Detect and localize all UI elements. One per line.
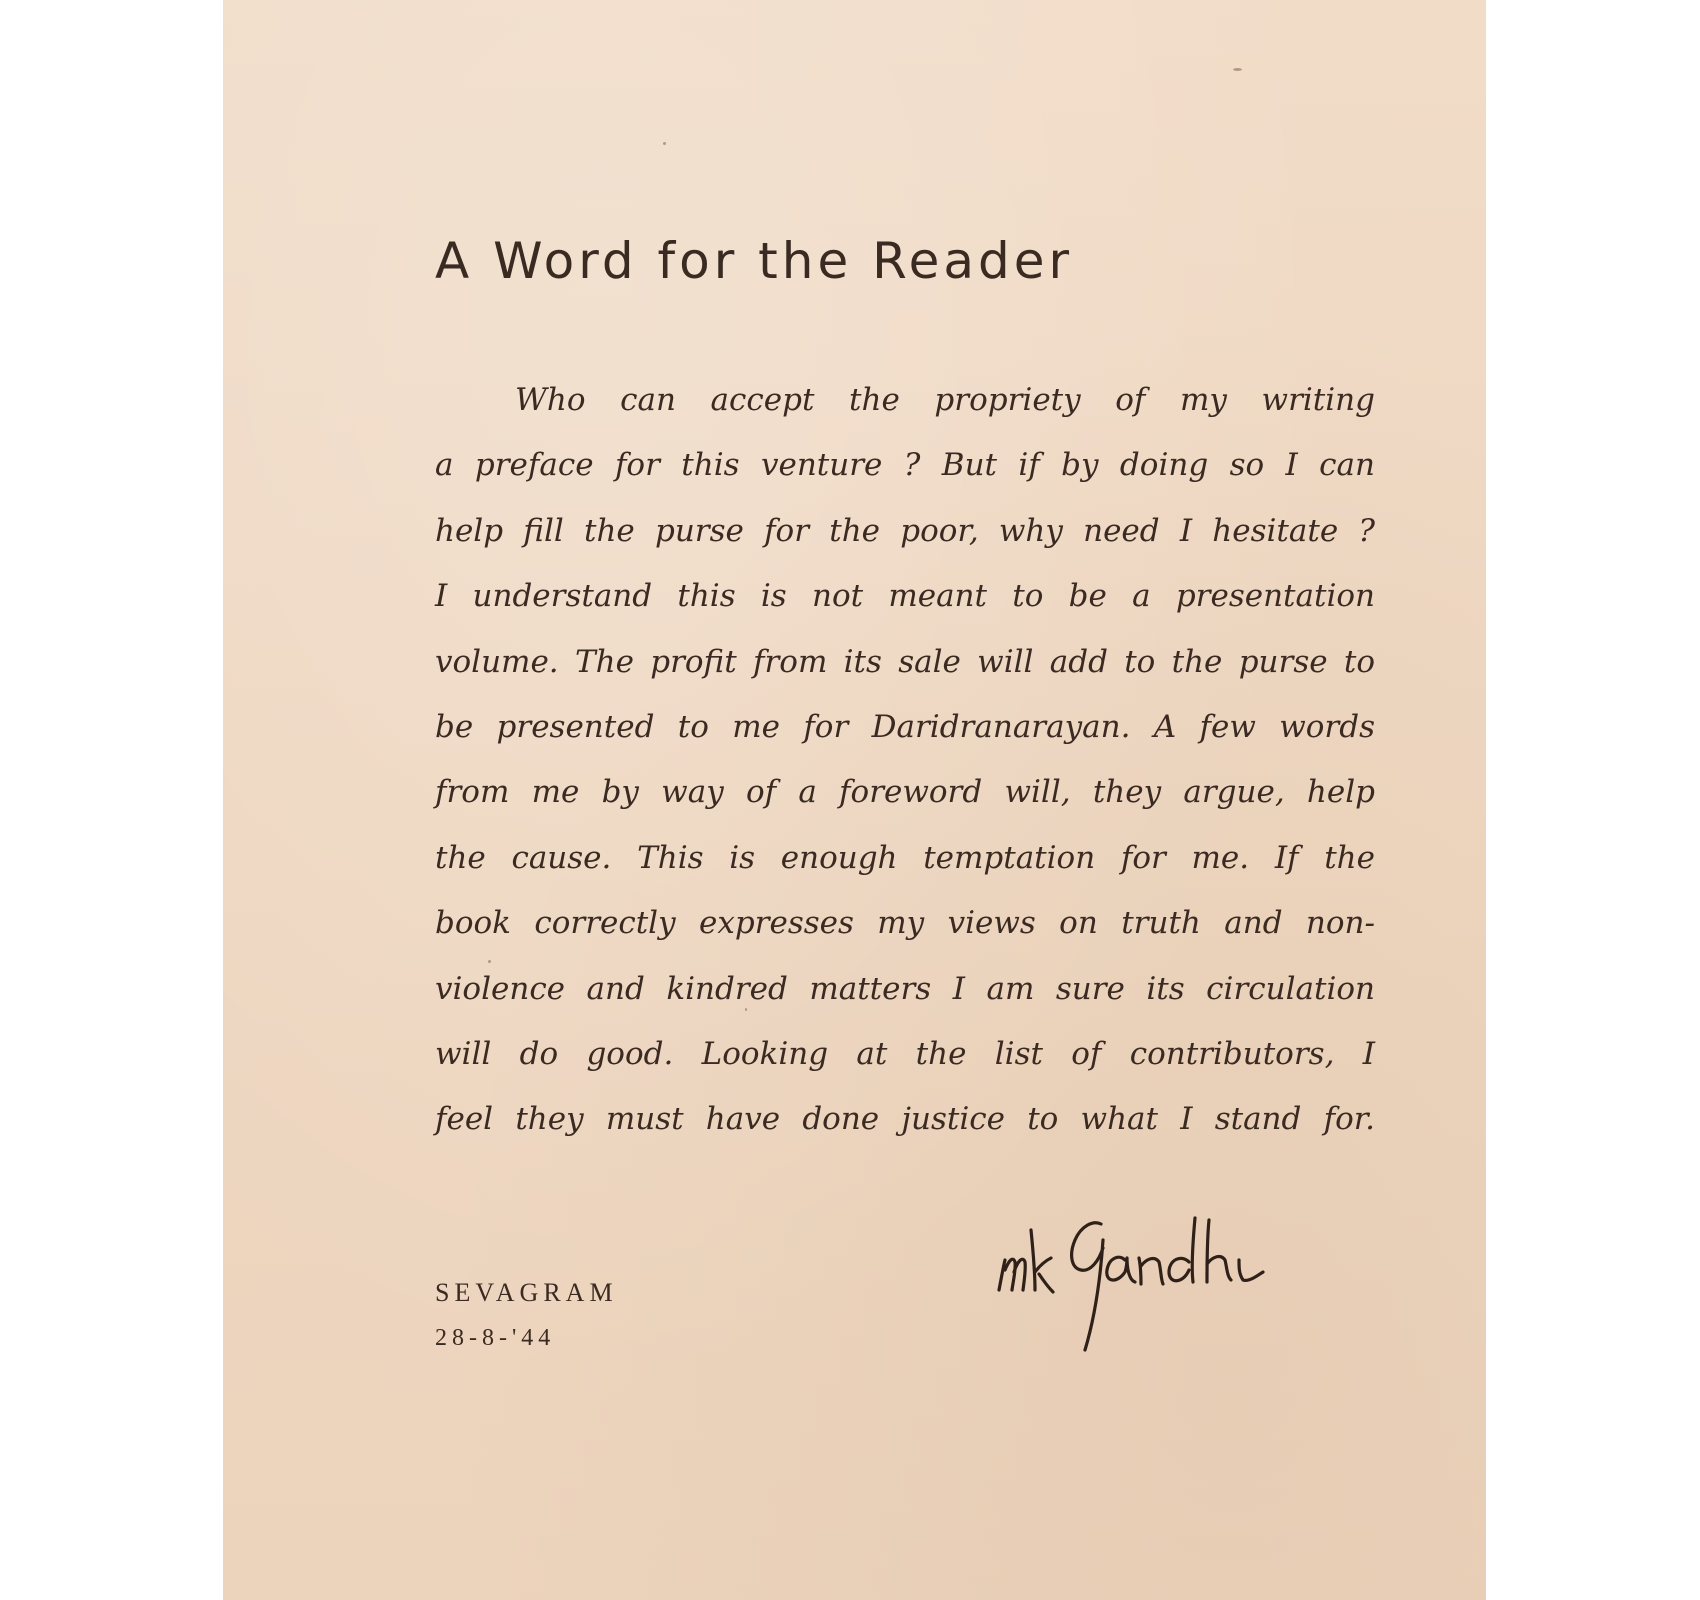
paragraph-line: help fill the purse for the poor, why need I hesitate ?	[435, 512, 1375, 549]
paragraph-line: a preface for this venture ? But if by doing so I can	[435, 447, 1375, 484]
date-line: 28-8-'44	[435, 1325, 556, 1351]
place-name: SEVAGRAM	[435, 1278, 618, 1307]
paragraph-line: feel they must have done justice to what I stand for.	[435, 1101, 1375, 1138]
foreword-paragraph	[435, 368, 1375, 1153]
paragraph-line: Who can accept the propriety of my writing	[515, 382, 1375, 418]
document-page	[223, 0, 1486, 1600]
handwritten-signature	[995, 1210, 1295, 1360]
paragraph-line: from me by way of a foreword will, they argue, help	[435, 774, 1375, 811]
paragraph-line: be presented to me for Daridranarayan. A few words	[435, 708, 1375, 745]
paragraph-line: will do good. Looking at the list of contributors, I	[435, 1035, 1375, 1072]
paragraph-line: volume. The profit from its sale will add to the purse to	[435, 643, 1375, 680]
paragraph-line: the cause. This is enough temptation for me. If the	[435, 839, 1375, 876]
paragraph-line: book correctly expresses my views on truth and non-	[435, 905, 1375, 942]
paragraph-line: I understand this is not meant to be a presentation	[435, 578, 1375, 615]
page-title: A Word for the Reader	[435, 232, 1074, 290]
paragraph-line: violence and kindred matters I am sure its circulation	[435, 970, 1375, 1007]
